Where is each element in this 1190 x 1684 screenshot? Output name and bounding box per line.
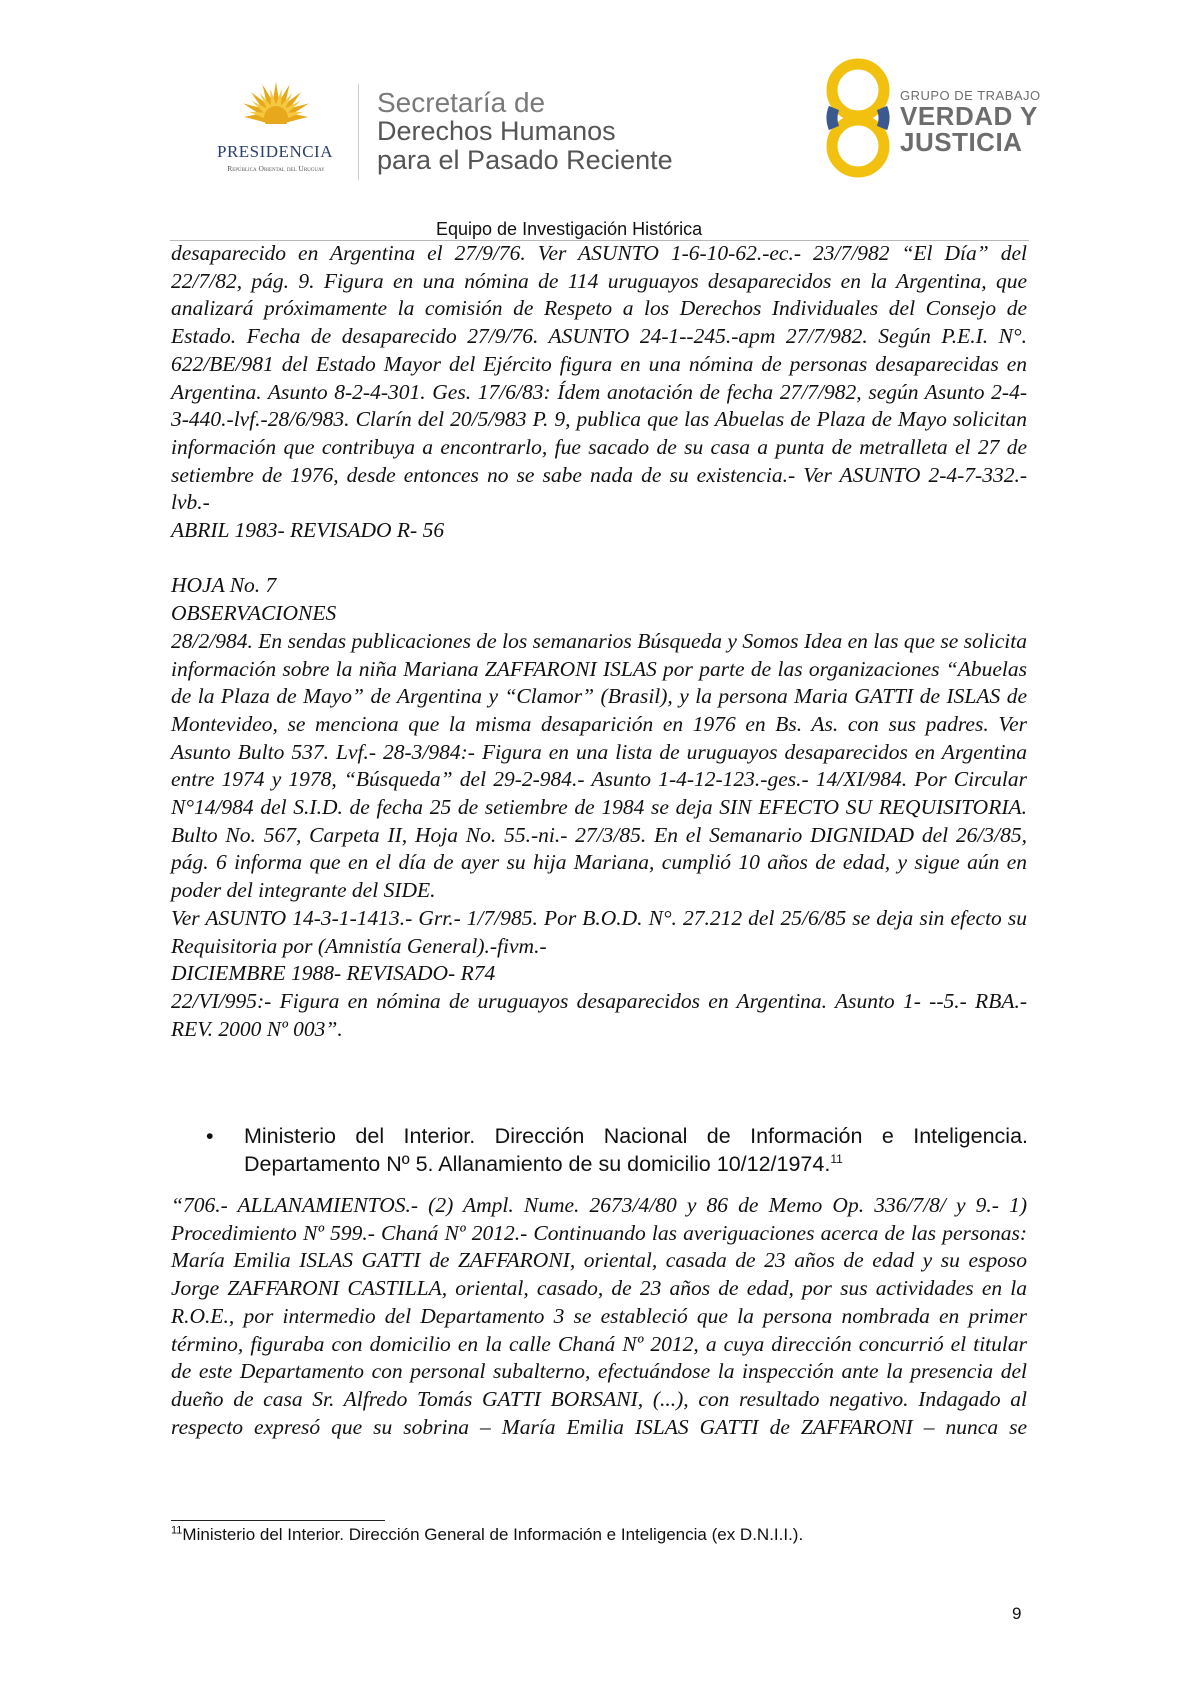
paragraph-3: Ver ASUNTO 14-3-1-1413.- Grr.- 1/7/985. Por B.O.D. N°. 27.212 del 25/6/85 se deja sin efecto su Requisitoria por (Amnistía General).-fivm.- xyxy=(171,905,1027,958)
paragraph-3-end: DICIEMBRE 1988- REVISADO- R74 xyxy=(171,961,496,986)
bullet-text: Ministerio del Interior. Dirección Nacional de Información e Inteligencia. Departamento Nº 5. Allanamiento de su domicilio 10/12/1974. xyxy=(244,1124,1028,1176)
secretaria-title xyxy=(377,88,673,175)
footnote-text: Ministerio del Interior. Dirección General de Información e Inteligencia (ex D.N.I.I.). xyxy=(182,1525,804,1544)
footnote-rule xyxy=(171,1520,385,1521)
page-number: 9 xyxy=(1012,1604,1022,1623)
bullet-text-block xyxy=(244,1122,1028,1178)
paragraph-1: desaparecido en Argentina el 27/9/76. Ver ASUNTO 1-6-10-62.-ec.- 23/7/982 “El Día” del 22/7/82, pág. 9. Figura en una nómina de 114 uruguayos desaparecidos en la Argentina, que analizará próximamente la comisión de Respeto a los Derechos Individuales del Consejo de Estado. Fecha de desaparecido 27/9/76. ASUNTO 24-1--245.-apm 27/7/982. Según P.E.I. N°. 622/BE/981 del Estado Mayor del Ejército figura en una nómina de personas desaparecidas en Argentina. Asunto 8-2-4-301. Ges. 17/6/83: Ídem anotación de fecha 27/7/982, según Asunto 2-4-3-440.-lvf.-28/6/983. Clarín del 20/5/983 P. 9, publica que las Abuelas de Plaza de Mayo solicitan información que contribuya a encontrarlo, fue sacado de su casa a punta de metralleta el 27 de setiembre de 1976, desde entonces no se sabe nada de su existencia.- Ver ASUNTO 2-4-7-332.-lvb.- xyxy=(171,241,1027,515)
hoja-label: HOJA No. 7 xyxy=(171,573,277,598)
secretaria-line3: para el Pasado Reciente xyxy=(377,145,673,175)
footnote-number: 11 xyxy=(171,1524,183,1537)
quoted-paragraph: “706.- ALLANAMIENTOS.- (2) Ampl. Nume. 2673/4/80 y 86 de Memo Op. 336/7/8/ y 9.- 1) Procedimiento Nº 599.- Chaná Nº 2012.- Continuando las averiguaciones acerca de las personas: María Emilia ISLAS GATTI de ZAFFARONI, oriental, casada de 23 años de edad y su esposo Jorge ZAFFARONI CASTILLA, oriental, casado, de 23 años de edad, por sus actividades en la R.O.E., por intermedio del Departamento 3 se estableció que la persona nombrada en primer término, figuraba con domicilio en la calle Chaná Nº 2012, a cuya dirección concurrió el titular de este Departamento con personal subalterno, efectuándose la inspección ante la presencia del dueño de casa Sr. Alfredo Tomás GATTI BORSANI, (...), con resultado negativo. Indagado al respecto expresó que su sobrina – María Emilia ISLAS GATTI de ZAFFARONI – nunca se xyxy=(171,1193,1027,1439)
grupo-line3: JUSTICIA xyxy=(900,127,1023,157)
presidencia-name: PRESIDENCIA xyxy=(216,142,333,161)
verdad-justicia-logo xyxy=(820,56,910,182)
section-header: Equipo de Investigación Histórica xyxy=(436,219,703,239)
header-divider xyxy=(358,84,359,180)
secretaria-line2: Derechos Humanos xyxy=(377,116,616,146)
presidencia-logo xyxy=(196,80,356,180)
secretaria-line1: Secretaría de xyxy=(377,87,546,118)
presidencia-subtitle: República Oriental del Uruguay xyxy=(227,164,325,173)
footnote xyxy=(171,1525,803,1545)
grupo-line2: VERDAD Y xyxy=(900,101,1038,131)
observaciones-label: OBSERVACIONES xyxy=(171,601,337,626)
infinity-rings-icon xyxy=(820,56,910,182)
document-body xyxy=(171,240,1027,1043)
paragraph-4: 22/VI/995:- Figura en nómina de uruguayos desaparecidos en Argentina. Asunto 1- --5.- RBA.- REV. 2000 Nº 003”. xyxy=(171,988,1027,1041)
grupo-line1: GRUPO DE TRABAJO xyxy=(900,88,1041,103)
footnote-reference[interactable]: 11 xyxy=(830,1151,843,1166)
grupo-trabajo-text xyxy=(900,88,1041,155)
paragraph-1-end: ABRIL 1983- REVISADO R- 56 xyxy=(171,518,445,543)
paragraph-2: 28/2/984. En sendas publicaciones de los semanarios Búsqueda y Somos Idea en las que se solicita información sobre la niña Mariana ZAFFARONI ISLAS por parte de las organizaciones “Abuelas de la Plaza de Mayo” de Argentina y “Clamor” (Brasil), y la persona Maria GATTI de ISLAS de Montevideo, se menciona que la misma desaparición en 1976 en Bs. As. con sus padres. Ver Asunto Bulto 537. Lvf.- 28-3/984:- Figura en una lista de uruguayos desaparecidos en Argentina entre 1974 y 1978, “Búsqueda” del 29-2-984.- Asunto 1-4-12-123.-ges.- 14/XI/984. Por Circular N°14/984 del S.I.D. de fecha 25 de setiembre de 1984 se deja SIN EFECTO SU REQUISITORIA. Bulto No. 567, Carpeta II, Hoja No. 55.-ni.- 27/3/85. En el Semanario DIGNIDAD del 26/3/85, pág. 6 informa que en el día de ayer su hija Mariana, cumplió 10 años de edad, y sigue aún en poder del integrante del SIDE. xyxy=(171,628,1027,903)
bullet-icon: • xyxy=(206,1124,214,1148)
bullet-item xyxy=(206,1122,1028,1178)
